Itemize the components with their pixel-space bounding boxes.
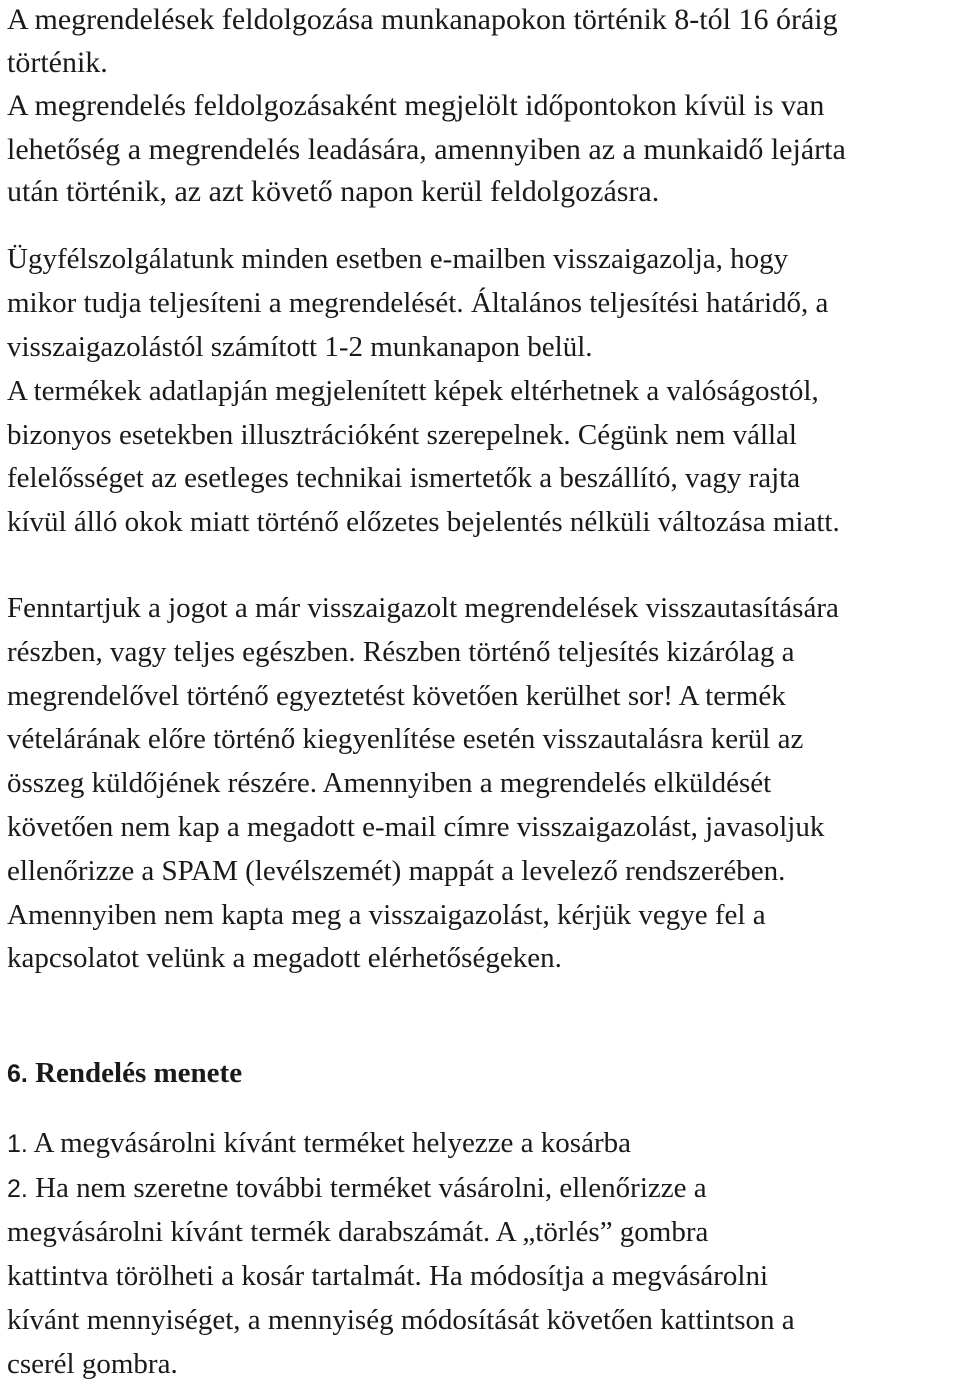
paragraph-1-line-3: A megrendelés feldolgozásaként megjelölt időpontokon kívül is van bbox=[7, 89, 825, 122]
section-number: 6. bbox=[7, 1060, 28, 1088]
section-title: Rendelés menete bbox=[35, 1057, 243, 1089]
paragraph-3-line-4: vételárának előre történő kiegyenlítése esetén visszautalásra kerül az bbox=[7, 723, 804, 755]
paragraph-3-line-1: Fenntartjuk a jogot a már visszaigazolt megrendelések visszautasítására bbox=[7, 592, 839, 624]
paragraph-2-line-6: felelősséget az esetleges technikai ismertetők a beszállító, vagy rajta bbox=[7, 462, 801, 494]
step-2-line-3: kattintva törölheti a kosár tartalmát. Ha módosítja a megvásárolni bbox=[7, 1260, 769, 1292]
step-1-text: A megvásárolni kívánt terméket helyezze a kosárba bbox=[33, 1127, 631, 1159]
paragraph-3-line-6: követően nem kap a megadott e-mail címre visszaigazolást, javasoljuk bbox=[7, 811, 825, 843]
paragraph-2-line-3: visszaigazolástól számított 1-2 munkanapon belül. bbox=[7, 331, 593, 363]
paragraph-3-line-5: összeg küldőjének részére. Amennyiben a megrendelés elküldését bbox=[7, 767, 772, 799]
step-2-line-1 bbox=[7, 1174, 707, 1203]
paragraph-1-line-4: lehetőség a megrendelés leadására, amennyiben az a munkaidő lejárta bbox=[7, 133, 846, 166]
step-2-line-2: megvásárolni kívánt termék darabszámát. A „törlés” gombra bbox=[7, 1216, 709, 1248]
paragraph-1-line-5: után történik, az azt követő napon kerül feldolgozásra. bbox=[7, 175, 660, 208]
paragraph-2-line-5: bizonyos esetekben illusztrációként szerepelnek. Cégünk nem vállal bbox=[7, 419, 797, 451]
paragraph-3-line-3: megrendelővel történő egyeztetést követően kerülhet sor! A termék bbox=[7, 680, 786, 712]
paragraph-3-line-9: kapcsolatot velünk a megadott elérhetőségeken. bbox=[7, 942, 562, 974]
paragraph-3-line-7: ellenőrizze a SPAM (levélszemét) mappát a levelező rendszerében. bbox=[7, 855, 786, 887]
paragraph-3-line-2: részben, vagy teljes egészben. Részben történő teljesítés kizárólag a bbox=[7, 636, 795, 668]
paragraph-3-line-8: Amennyiben nem kapta meg a visszaigazolást, kérjük vegye fel a bbox=[7, 899, 766, 931]
paragraph-2-line-4: A termékek adatlapján megjelenített képek eltérhetnek a valóságostól, bbox=[7, 375, 819, 407]
paragraph-1-line-2: történik. bbox=[7, 46, 108, 79]
step-2-number: 2. bbox=[7, 1175, 28, 1203]
step-2-line-5: cserél gombra. bbox=[7, 1348, 178, 1380]
paragraph-2-line-7: kívül álló okok miatt történő előzetes bejelentés nélküli változása miatt. bbox=[7, 506, 840, 538]
step-1-number: 1. bbox=[7, 1130, 28, 1158]
paragraph-1-line-1: A megrendelések feldolgozása munkanapokon történik 8-tól 16 óráig bbox=[7, 3, 838, 36]
section-heading bbox=[7, 1059, 242, 1088]
paragraph-2-line-1: Ügyfélszolgálatunk minden esetben e-mailben visszaigazolja, hogy bbox=[7, 243, 789, 275]
step-2-text: Ha nem szeretne további terméket vásárolni, ellenőrizze a bbox=[35, 1172, 707, 1204]
step-1-line-1 bbox=[7, 1129, 631, 1158]
paragraph-2-line-2: mikor tudja teljesíteni a megrendelését. Általános teljesítési határidő, a bbox=[7, 287, 829, 319]
step-2-line-4: kívánt mennyiséget, a mennyiség módosítását követően kattintson a bbox=[7, 1304, 795, 1336]
